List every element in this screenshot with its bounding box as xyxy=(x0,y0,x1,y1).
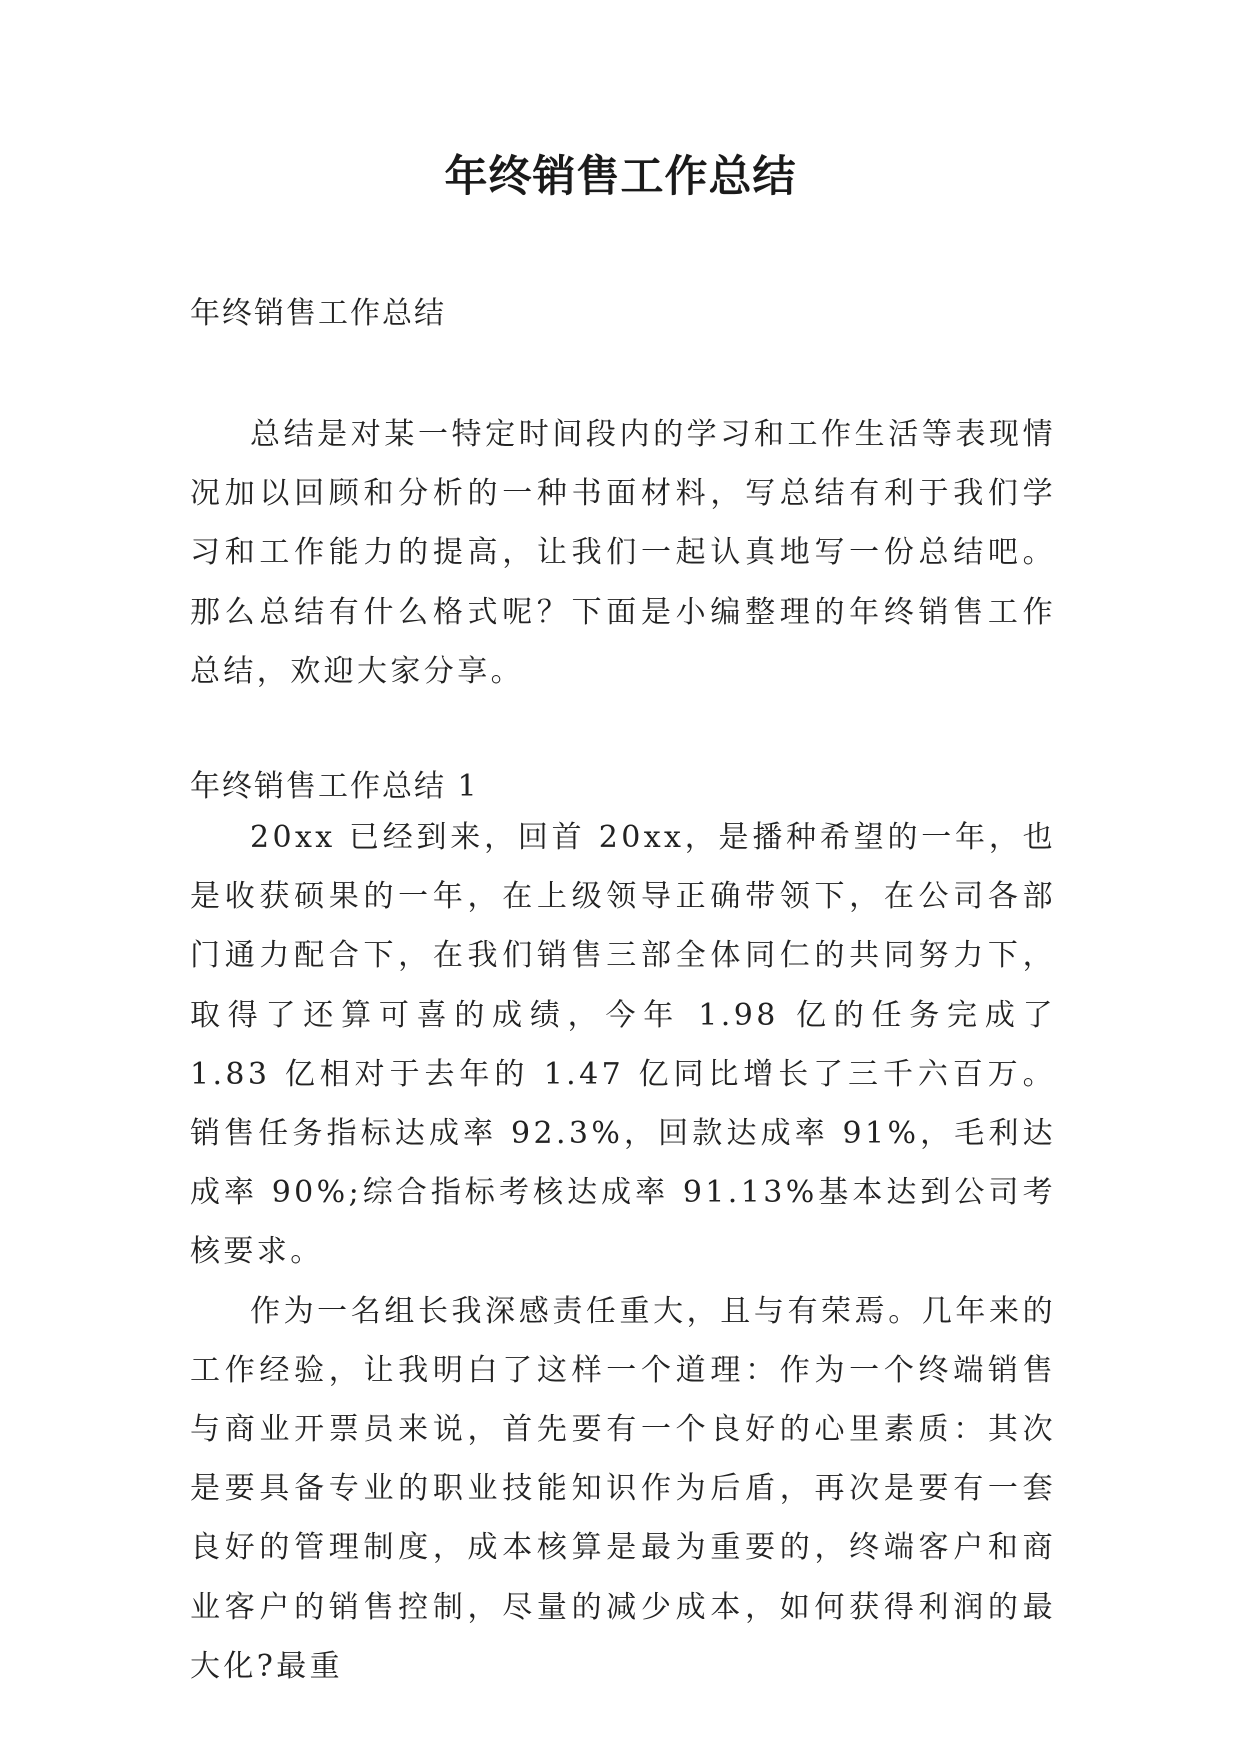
document-subtitle: 年终销售工作总结 xyxy=(190,296,446,331)
section-heading: 年终销售工作总结 1 xyxy=(190,769,479,804)
body-paragraph-1: 20xx 已经到来，回首 20xx，是播种希望的一年，也是收获硕果的一年，在上级领导正确带领下，在公司各部门通力配合下，在我们销售三部全体同仁的共同努力下，取得了还算可喜的成绩，今年 1.98 亿的任务完成了 1.83 亿相对于去年的 1.47 亿同比增长了三千六百万。销售任务指标达成率 92.3%，回款达成率 91%，毛利达成率 90%;综合指标考核达成率 91.13%基本达到公司考核要求。 xyxy=(190,820,1056,1270)
document-title: 年终销售工作总结 xyxy=(444,152,797,202)
section-body xyxy=(190,808,1056,1696)
intro-paragraph: 总结是对某一特定时间段内的学习和工作生活等表现情况加以回顾和分析的一种书面材料，写总结有利于我们学习和工作能力的提高，让我们一起认真地写一份总结吧。那么总结有什么格式呢？下面是小编整理的年终销售工作总结，欢迎大家分享。 xyxy=(190,417,1056,689)
body-paragraph-2: 作为一名组长我深感责任重大，且与有荣焉。几年来的工作经验，让我明白了这样一个道理：作为一个终端销售与商业开票员来说，首先要有一个良好的心里素质：其次是要具备专业的职业技能知识作为后盾，再次是要有一套良好的管理制度，成本核算是最为重要的，终端客户和商业客户的销售控制，尽量的减少成本，如何获得利润的最大化?最重 xyxy=(190,1293,1056,1684)
intro-block xyxy=(190,405,1056,701)
